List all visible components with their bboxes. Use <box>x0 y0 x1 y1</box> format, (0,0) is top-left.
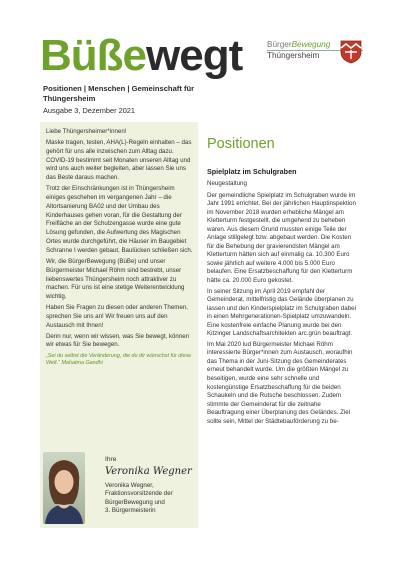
letter-paragraph: Haben Sie Fragen zu diesen oder anderen Themen, sprechen Sie uns an! Wir freuen uns auf den Austausch mit Ihnen! <box>46 304 188 329</box>
signer-details: Veronika Wegner, Fraktionsvorsitzende der BürgerBewegung und 3. Bürgermeisterin <box>105 482 173 515</box>
newsletter-subtitle: Positionen | Menschen | Gemeinschaft für Thüngersheim <box>43 84 195 103</box>
article-paragraph: Der gemeindliche Spielplatz im Schulgraben wurde im Jahr 1991 errichtet. Bei der jährlichen Hauptinspektion im November 2018 wurden erhebliche Mängel am Kletterturm festgestellt, die umgehend zu beheben waren. Aus diesem Grund mussten einige Teile der Anlage stillgelegt bzw. abgebaut werden. Die Kosten für die Behebung der gravierendsten Mängel am Kletterturm hätten sich auf einmalig ca. 10.300 Euro sowie jährlich auf weitere 4.000 bis 5.000 Euro belaufen. Eine Ersatzbeschaffung für den Kletterturm hätte ca. 20.000 Euro gekostet. <box>207 191 356 285</box>
letter-paragraph: Wir, die BürgerBewegung (BüBe) und unser Bürgermeister Michael Röhm sind bestrebt, unser liebenswertes Thüngersheim noch attraktiver zu machen. Für uns ist eine stetige Weiterentwicklung wichtig. <box>46 257 185 301</box>
brand-line-2: Thüngersheim <box>267 50 363 61</box>
title-dark-part: wegt <box>146 31 243 80</box>
coat-of-arms-icon <box>340 40 362 64</box>
issue-line: Ausgabe 3, Dezember 2021 <box>43 106 136 115</box>
newsletter-title <box>40 31 243 80</box>
handwritten-signature: Veronika Wegner <box>105 466 192 477</box>
portrait-photo <box>43 452 85 524</box>
article-body <box>207 180 357 428</box>
letter-paragraph: Liebe Thüngersheimer*innen! <box>46 128 127 135</box>
gandhi-quote: „Sei du selbst die Veränderung, die du dir wünschst für diese Welt.“ Mahatma Gandhi <box>46 353 192 367</box>
letter-paragraph: Trotz der Einschränkungen ist in Thüngersheim einiges geschehen im vergangenen Jahr – die Altortsanierung BA02 und der Umbau des Kinderhauses gehen voran, für die Gestaltung der Freifläche an der Schulzengasse wurde eine gute Lösung gefunden, die Aufwertung des Magischen Ortes wurde durchgeführt, die Häuser im Baugebiet Schranne I werden gebaut, Baulücken schließen sich. <box>46 185 193 254</box>
section-heading: Positionen <box>207 136 275 152</box>
brand-line-1: BürgerBewegung <box>267 40 331 49</box>
greeting: Ihre <box>105 456 117 463</box>
letter-paragraph: Denn nur, wenn wir wissen, was Sie bewegt, können wir etwas für Sie bewegen. <box>46 332 190 349</box>
title-green-part: Büße <box>40 31 146 80</box>
article-paragraph: Im Mai 2020 lud Bürgermeister Michael Röhm interessierte Bürger*innen zum Austausch, woraufhin das Thema in der Juni-Sitzung des Gemeinderates erneut behandelt wurde. Um die größten Mängel zu beseitigen, wurde eine sehr schnelle und kostengünstige Ersatzbeschaffung für die beiden Schaukeln und die Rutsche beschlossen. Zudem stimmte der Gemeinderat für die zeitnahe Beauftragung einer Überplanung des Geländes. Ziel sollte sein, Mittel der Städtebauförderung zu be- <box>207 340 353 425</box>
article-subtitle: Neugestaltung <box>207 180 247 187</box>
article-title: Spielplatz im Schulgraben <box>207 167 297 176</box>
article-paragraph: In seiner Sitzung im April 2019 empfahl der Gemeinderat, mittelfristig das Gelände überplanen zu lassen und den Kinderspielplatz im Schulgraben dabei in einen Mehrgenerationen-Spielplatz umzuwandeln. Eine kostenfreie einfache Planung wurde bei den Kitzinger Landschaftsarchitekten arc.grün beauftragt. <box>207 287 356 338</box>
editorial-letter <box>46 128 194 369</box>
letter-paragraph: Maske tragen, testen, AHA(L)-Regeln einhalten – das gehört für uns alle inzwischen zum Alltag dazu. COVID-19 bestimmt seit Monaten unseren Alltag und wird uns auch weiter begleiten, aber lassen Sie uns das Beste daraus machen. <box>46 138 192 182</box>
